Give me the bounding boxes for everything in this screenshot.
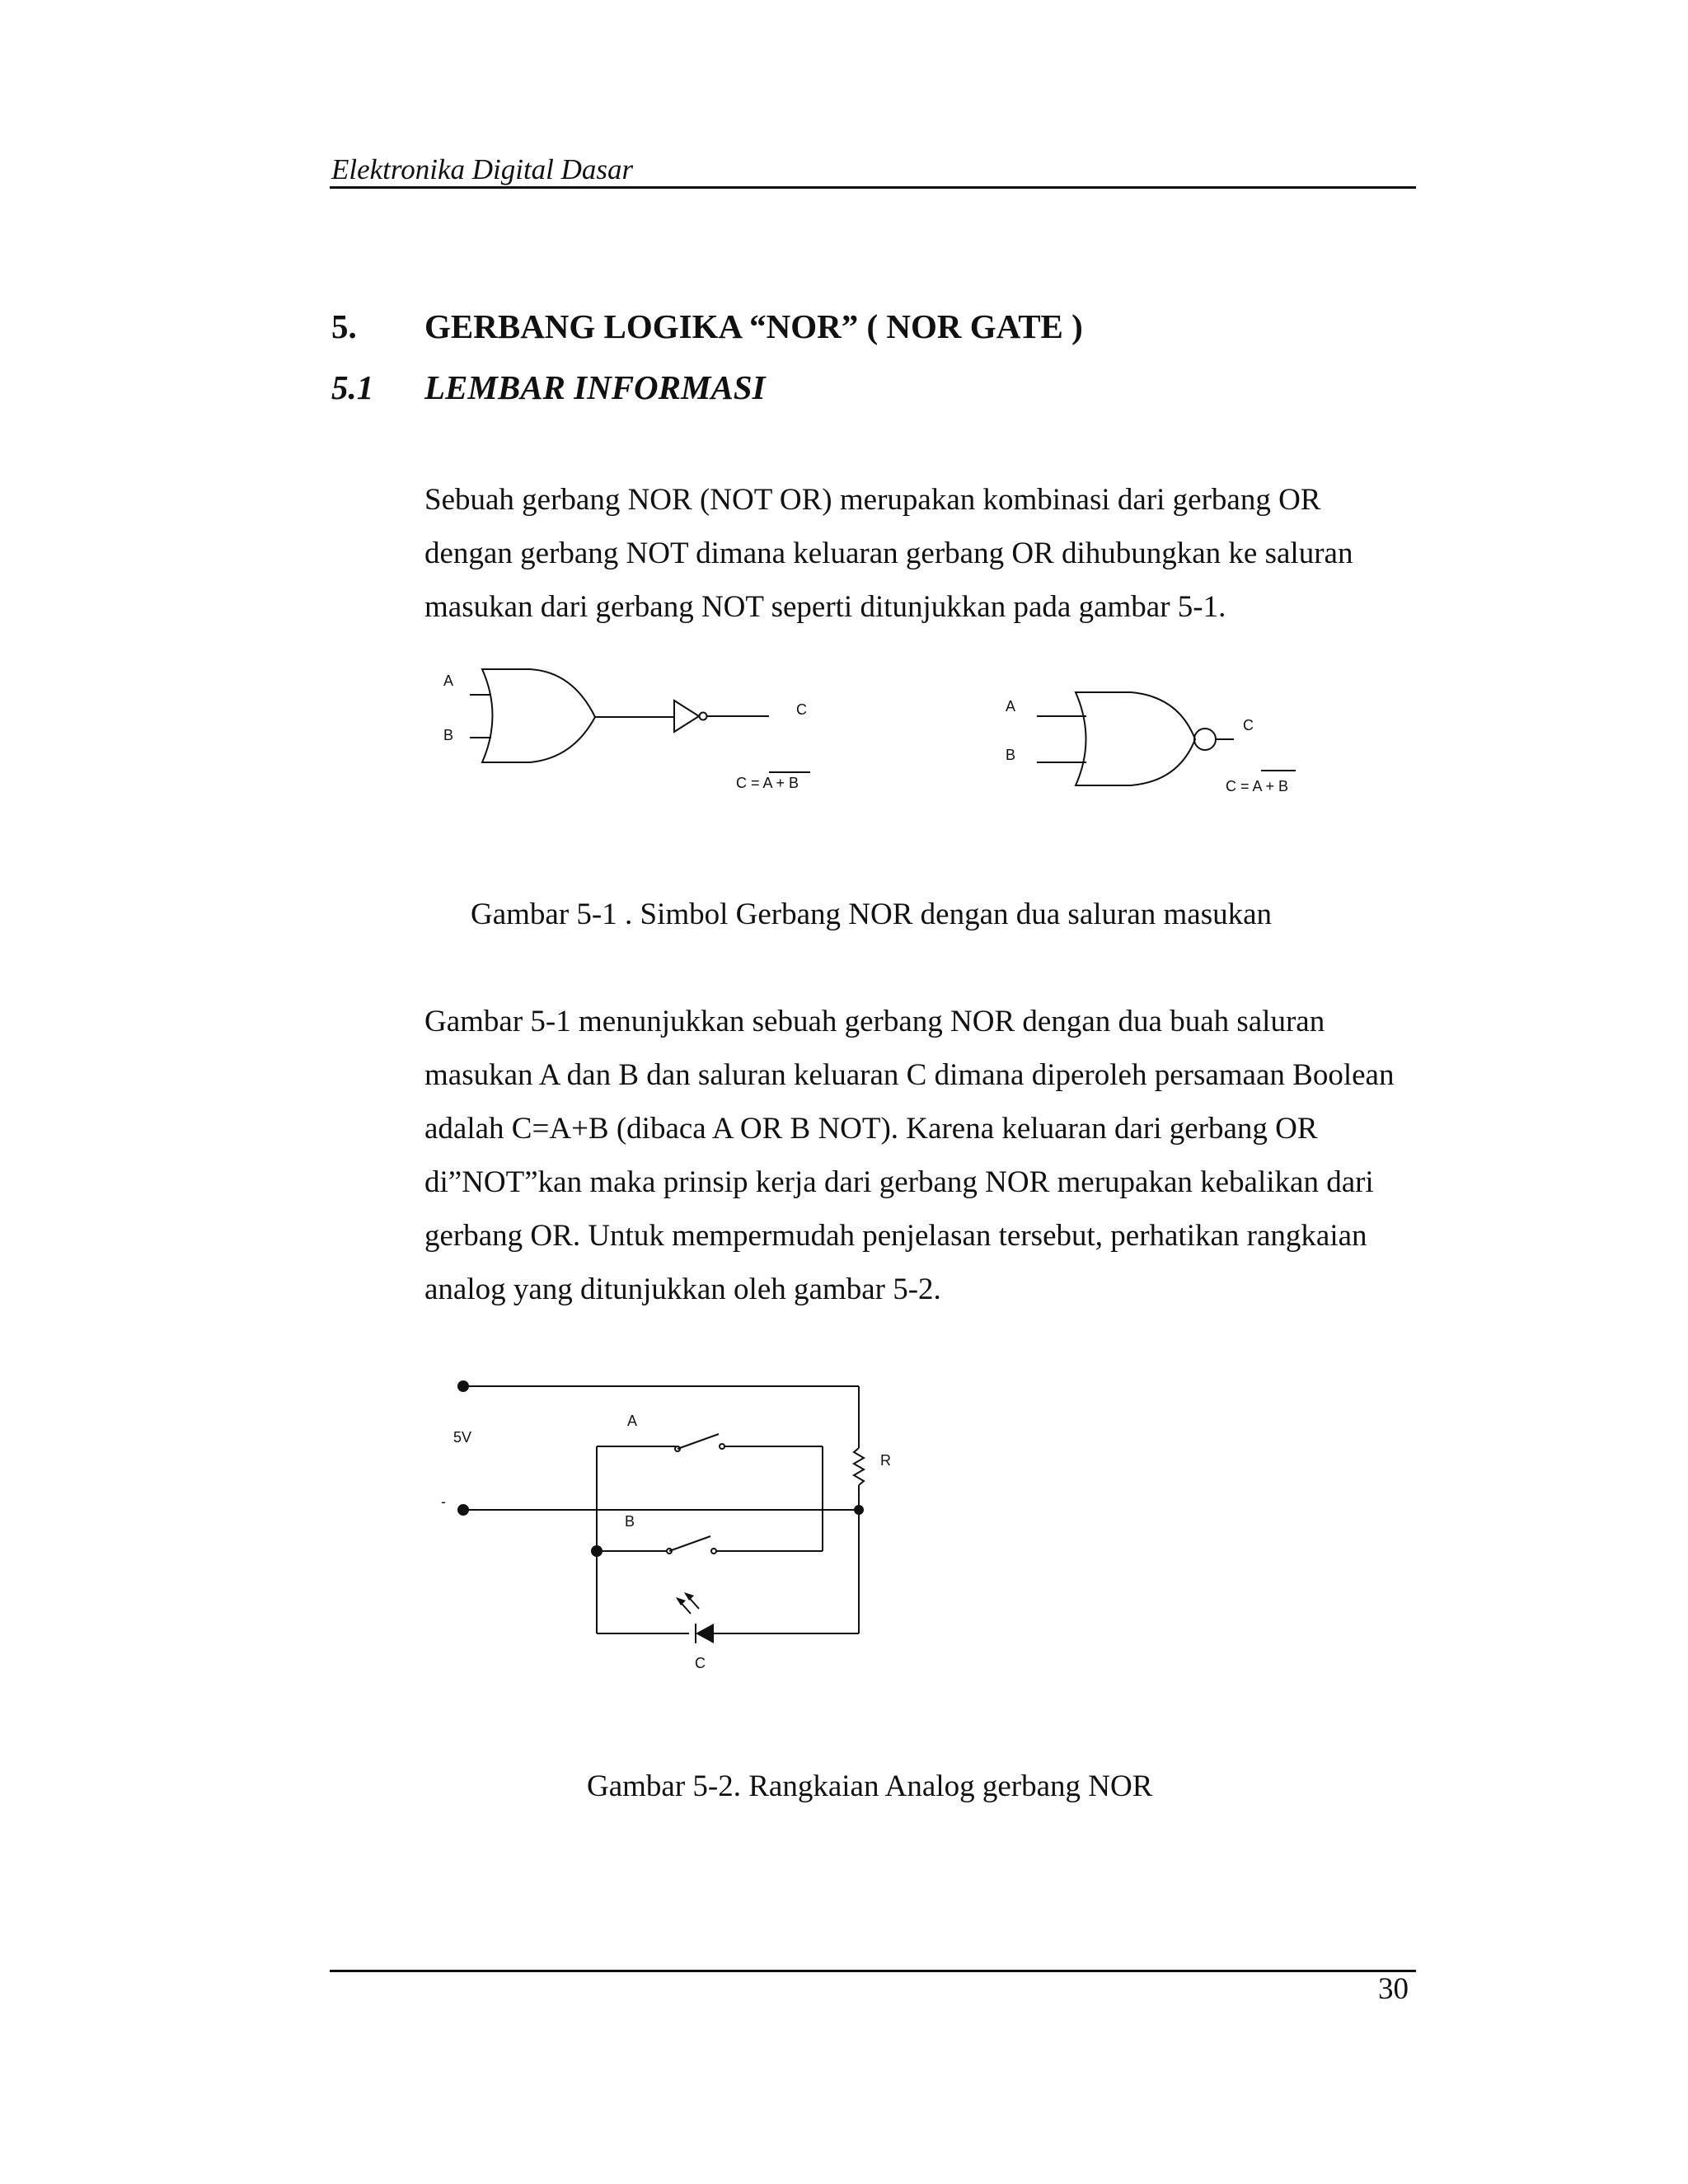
paragraph-2-line: adalah C=A+B (dibaca A OR B NOT). Karena keluaran dari gerbang OR: [424, 1112, 1318, 1146]
running-header: Elektronika Digital Dasar: [331, 153, 634, 185]
switch-a-contact-right: [720, 1444, 724, 1449]
switch-a-blade: [678, 1434, 719, 1449]
paragraph-2: [424, 995, 1409, 1316]
resistor: [854, 1448, 864, 1485]
minus-label: -: [441, 1493, 446, 1510]
resistor-label: R: [880, 1452, 891, 1469]
subsection-number: 5.1: [331, 368, 374, 406]
nor-gate-diagram: [1037, 692, 1296, 785]
figure-5-2: [0, 1360, 1688, 1690]
label-c: C: [1243, 717, 1254, 733]
figure-5-1-caption: Gambar 5-1 . Simbol Gerbang NOR dengan dua saluran masukan: [471, 898, 1273, 931]
equation: C = A + B: [736, 775, 799, 791]
figure-5-1: [0, 651, 1688, 816]
label-a: A: [443, 673, 454, 689]
paragraph-2-line: analog yang ditunjukkan oleh gambar 5-2.: [424, 1272, 941, 1306]
label-b: B: [443, 727, 454, 743]
led-icon: [696, 1624, 714, 1643]
header-rule: [330, 186, 1416, 189]
paragraph-1: [424, 473, 1409, 634]
paragraph-1-line: masukan dari gerbang NOT seperti ditunjukkan pada gambar 5-1.: [424, 590, 1226, 624]
paragraph-1-line: dengan gerbang NOT dimana keluaran gerbang OR dihubungkan ke saluran: [424, 537, 1353, 570]
section-number: 5.: [331, 307, 357, 345]
junction-node: [591, 1545, 603, 1557]
label-a: A: [1006, 698, 1016, 715]
equation: C = A + B: [1226, 778, 1289, 794]
led-label: C: [695, 1655, 706, 1671]
arrow-head-2: [684, 1592, 694, 1601]
paragraph-2-line: Gambar 5-1 menunjukkan sebuah gerbang NOR dengan dua buah saluran: [424, 1005, 1325, 1038]
switch-a-label: A: [627, 1413, 638, 1429]
section-title: GERBANG LOGIKA “NOR” ( NOR GATE ): [424, 307, 1083, 345]
label-b: B: [1006, 747, 1016, 763]
switch-b-label: B: [625, 1513, 635, 1530]
voltage-label: 5V: [453, 1429, 472, 1446]
terminal-negative: [457, 1504, 469, 1516]
switch-b-contact-right: [711, 1549, 716, 1554]
page-number: 30: [1378, 1972, 1409, 2006]
subsection-title: LEMBAR INFORMASI: [424, 368, 766, 406]
paragraph-2-line: masukan A dan B dan saluran keluaran C dimana diperoleh persamaan Boolean: [424, 1058, 1395, 1092]
arrow-head-1: [676, 1597, 686, 1605]
paragraph-2-line: di”NOT”kan maka prinsip kerja dari gerbang NOR merupakan kebalikan dari: [424, 1165, 1374, 1199]
nor-bubble: [1194, 729, 1216, 750]
paragraph-2-line: gerbang OR. Untuk mempermudah penjelasan tersebut, perhatikan rangkaian: [424, 1219, 1367, 1253]
label-c: C: [796, 701, 807, 718]
switch-b-blade: [669, 1536, 710, 1551]
or-gate-symbol: [482, 669, 595, 762]
or-plus-not-diagram: [470, 669, 810, 772]
junction-node: [854, 1505, 864, 1515]
nor-gate-body: [1076, 692, 1195, 785]
footer-rule: [330, 1970, 1416, 1972]
not-gate-symbol: [674, 701, 699, 732]
figure-5-2-caption: Gambar 5-2. Rangkaian Analog gerbang NOR: [587, 1769, 1153, 1803]
paragraph-1-line: Sebuah gerbang NOR (NOT OR) merupakan kombinasi dari gerbang OR: [424, 483, 1321, 517]
terminal-positive: [457, 1380, 469, 1392]
